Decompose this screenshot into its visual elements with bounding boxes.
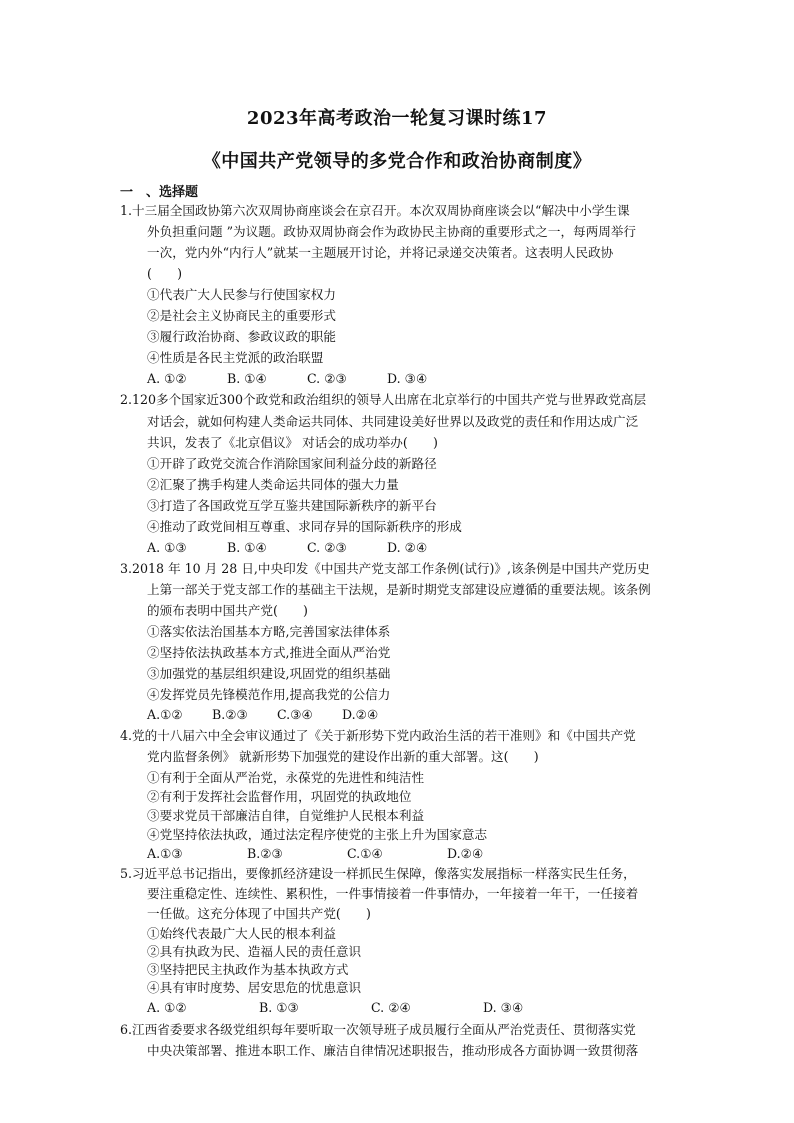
q1-choice-c: C. ②③ <box>307 371 347 386</box>
q2-option: ②汇聚了携手构建人类命运共同体的强大力量 <box>147 477 399 492</box>
q5-stem-line: 5.习近平总书记指出，要像抓经济建设一样抓民生保障，像落实发展指标一样落实民生任务， <box>120 866 636 881</box>
q4-option: ①有利于全面从严治党，永葆党的先进性和纯洁性 <box>147 770 425 785</box>
q5-option: ④具有审时度势、居安思危的忧患意识 <box>147 980 362 995</box>
q3-stem-line: 上第一部关于党支部工作的基础主干法规，是新时期党支部建设应遵循的重要法规。该条例 <box>147 582 651 597</box>
q2-choice-c: C. ②③ <box>307 540 347 555</box>
q3-stem-line: 的颁布表明中国共产党( ) <box>147 603 308 618</box>
q2-stem-line: 2.120多个国家近300个政党和政治组织的领导人出席在北京举行的中国共产党与世界政党高层 <box>120 392 647 407</box>
q1-stem-line: 外负担重问题 ”为议题。政协双周协商会作为政协民主协商的重要形式之一，每两周举行 <box>147 224 637 239</box>
q1-option: ①代表广大人民参与行使国家权力 <box>147 287 336 302</box>
q1-option: ④性质是各民主党派的政治联盟 <box>147 350 324 365</box>
q3-option: ②坚持依法执政基本方式,推进全面从严治党 <box>147 645 391 660</box>
q2-option: ③打造了各国政党互学互鉴共建国际新秩序的新平台 <box>147 498 437 513</box>
q3-choice-a: A.①② <box>147 707 183 722</box>
q3-option: ③加强党的基层组织建设,巩固党的组织基础 <box>147 666 391 681</box>
q3-answer-choices <box>147 707 378 723</box>
q1-stem-line: ( ) <box>147 266 183 281</box>
q5-option: ②具有执政为民、造福人民的责任意识 <box>147 944 362 959</box>
q4-stem-line: 4.党的十八届六中全会审议通过了《关于新形势下党内政治生活的若干准则》和《中国共产党 <box>120 728 636 743</box>
q2-choice-a: A. ①③ <box>147 540 187 555</box>
q4-choice-d: D.②④ <box>447 846 484 861</box>
q1-choice-a: A. ①② <box>147 371 187 386</box>
document-title: 2023年高考政治一轮复习课时练17 <box>246 108 548 129</box>
q3-choice-c: C.③④ <box>277 707 313 722</box>
q2-choice-b: B. ①④ <box>227 540 267 555</box>
q4-option: ③要求党员干部廉洁自律，自觉维护人民根本利益 <box>147 808 425 823</box>
q3-option: ①落实依法治国基本方略,完善国家法律体系 <box>147 624 391 639</box>
q2-stem-line: 对话会，就如何构建人类命运共同体、共同建设美好世界以及政党的责任和作用达成广泛 <box>147 414 639 429</box>
q2-option: ①开辟了政党交流合作消除国家间利益分歧的新路径 <box>147 456 437 471</box>
q1-option: ③履行政治协商、参政议政的职能 <box>147 329 336 344</box>
q2-choice-d: D. ②④ <box>387 540 428 555</box>
q5-choice-b: B. ①③ <box>259 1000 299 1015</box>
q6-stem-line: 6.江西省委要求各级党组织每年要听取一次领导班子成员履行全面从严治党责任、贯彻落实党 <box>120 1022 636 1037</box>
document-subtitle: 《中国共产党领导的多党合作和政治协商制度》 <box>202 151 592 172</box>
q1-answer-choices <box>147 371 427 387</box>
q5-choice-a: A. ①② <box>147 1000 187 1015</box>
q5-option: ③坚持把民主执政作为基本执政方式 <box>147 962 349 977</box>
q3-choice-b: B.②③ <box>212 707 248 722</box>
q4-choice-b: B.②③ <box>247 846 283 861</box>
q4-stem-line: 党内监督条例》 就新形势下加强党的建设作出新的重大部署。这( ) <box>147 749 539 764</box>
q4-option: ④党坚持依法执政，通过法定程序使党的主张上升为国家意志 <box>147 827 488 842</box>
q4-choice-a: A.①③ <box>147 846 183 861</box>
q4-option: ②有利于发挥社会监督作用，巩固党的执政地位 <box>147 789 412 804</box>
q1-option: ②是社会主义协商民主的重要形式 <box>147 308 336 323</box>
q3-choice-d: D.②④ <box>342 707 379 722</box>
q5-option: ①始终代表最广大人民的根本利益 <box>147 926 336 941</box>
q3-option: ④发挥党员先锋模范作用,提高我党的公信力 <box>147 687 391 702</box>
q5-choice-c: C. ②④ <box>371 1000 411 1015</box>
q2-stem-line: 共识，发表了《北京倡议》 对话会的成功举办( ) <box>147 435 438 450</box>
section-heading: 一 、选择题 <box>120 185 199 200</box>
q5-stem-line: 要注重稳定性、连续性、累积性，一件事情接着一件事情办，一年接着一年干，一任接着 <box>147 886 639 901</box>
q1-choice-d: D. ③④ <box>387 371 428 386</box>
q5-answer-choices <box>147 1000 523 1016</box>
q4-choice-c: C.①④ <box>347 846 383 861</box>
q5-stem-line: 一任做。这充分体现了中国共产党( ) <box>147 906 371 921</box>
q1-stem-line: 1.十三届全国政协第六次双周协商座谈会在京召开。本次双周协商座谈会以“解决中小学生课 <box>120 203 630 218</box>
q6-stem-line: 中央决策部署、推进本职工作、廉洁自律情况述职报告，推动形成各方面协调一致贯彻落 <box>147 1043 639 1058</box>
q5-choice-d: D. ③④ <box>483 1000 524 1015</box>
q2-option: ④推动了政党间相互尊重、求同存异的国际新秩序的形成 <box>147 519 462 534</box>
q1-stem-line: 一次，党内外“内行人”就某一主题展开讨论，并将记录递交决策者。这表明人民政协 <box>147 245 614 260</box>
q1-choice-b: B. ①④ <box>227 371 267 386</box>
q2-answer-choices <box>147 540 427 556</box>
q3-stem-line: 3.2018 年 10 月 28 日,中央印发《中国共产党支部工作条例(试行)》,该条例是中国共产党历史 <box>120 561 650 576</box>
q4-answer-choices <box>147 846 483 862</box>
